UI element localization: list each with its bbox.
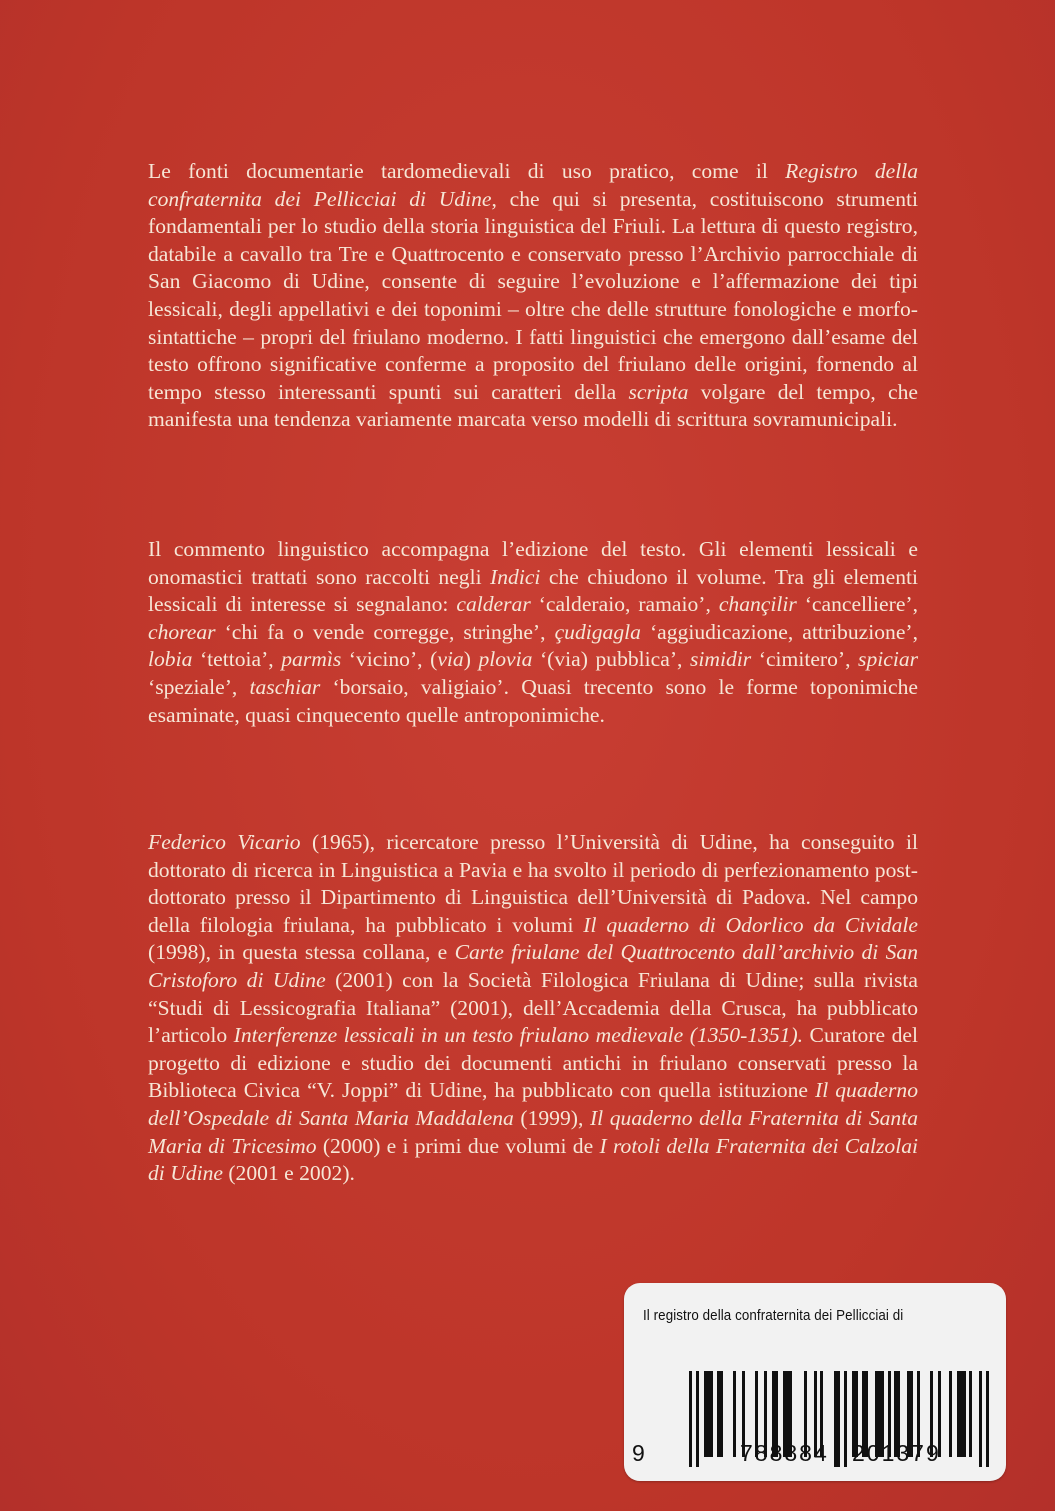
ean-left-group: 788884 (740, 1440, 829, 1466)
barcode-icon (689, 1371, 994, 1471)
ean-first-digit: 9 (632, 1440, 647, 1466)
author-bio: Federico Vicario (1965), ricercatore presso l’Università di Udine, ha conseguito il dottorato di ricerca in Linguistica a Pavia e ha svolto il periodo di perfezionamento post-dottorato presso il Dipartimento di Linguistica dell’Università di Padova. Nel campo della filologia friulana, ha pubblicato i volumi Il quaderno di Odorlico da Cividale (1998), in questa stessa collana, e Carte friulane del Quattrocento dall’archivio di San Cristoforo di Udine (2001) con la Società Filologica Friulana di Udine; sulla rivista “Studi di Lessicografia Italiana” (2001), dell’Accademia della Crusca, ha pubblicato l’articolo Interferenze lessicali in un testo friulano medievale (1350-1351). Curatore del progetto di edizione e studio dei documenti antichi in friulano conservati presso la Biblioteca Civica “V. Joppi” di Udine, ha pubblicato con quella istituzione Il quaderno dell’Ospedale di Santa Maria Maddalena (1999), Il quaderno della Fraternita di Santa Maria di Tricesimo (2000) e i primi due volumi de I rotoli della Fraternita dei Calzolai di Udine (2001 e 2002). (148, 830, 919, 1186)
blurb-paragraph-2: Il commento linguistico accompagna l’edizione del testo. Gli elementi lessicali e onomastici trattati sono raccolti negli Indici che chiudono il volume. Tra gli elementi lessicali di interesse si segnalano: calderar ‘calderaio, ramaio’, chançilir ‘cancelliere’, chorear ‘chi fa o vende corregge, stringhe’, çudigagla ‘aggiudicazione, attribuzione’, lobia ‘tettoia’, parmìs ‘vicino’, (via) plovia ‘(via) pubblica’, simidir ‘cimitero’, spiciar ‘speziale’, taschiar ‘borsaio, valigiaio’. Quasi trecento sono le forme toponimiche esaminate, quasi cinquecento quelle antroponimiche. (148, 537, 919, 727)
barcode-label (624, 1283, 1006, 1481)
barcode-label-title: Il registro della confraternita dei Pellicciai di (643, 1308, 904, 1324)
ean-right-group: 201379 (852, 1440, 941, 1466)
blurb-paragraph-1: Le fonti documentarie tardomedievali di uso pratico, come il Registro della confraternita dei Pellicciai di Udine, che qui si presenta, costituiscono strumenti fondamentali per lo studio della storia linguistica del Friuli. La lettura di questo registro, databile a cavallo tra Tre e Quattrocento e conservato presso l’Archivio parrocchiale di San Giacomo di Udine, consente di seguire l’evoluzione e l’affermazione dei tipi lessicali, degli appellativi e dei toponimi – oltre che delle strutture fonologiche e morfo-sintattiche – propri del friulano moderno. I fatti linguistici che emergono dall’esame del testo offrono significative conferme a proposito del friulano delle origini, fornendo al tempo stesso interessanti spunti sui caratteri della scripta volgare del tempo, che manifesta una tendenza variamente marcata verso modelli di scrittura sovramunicipali. (148, 159, 919, 432)
